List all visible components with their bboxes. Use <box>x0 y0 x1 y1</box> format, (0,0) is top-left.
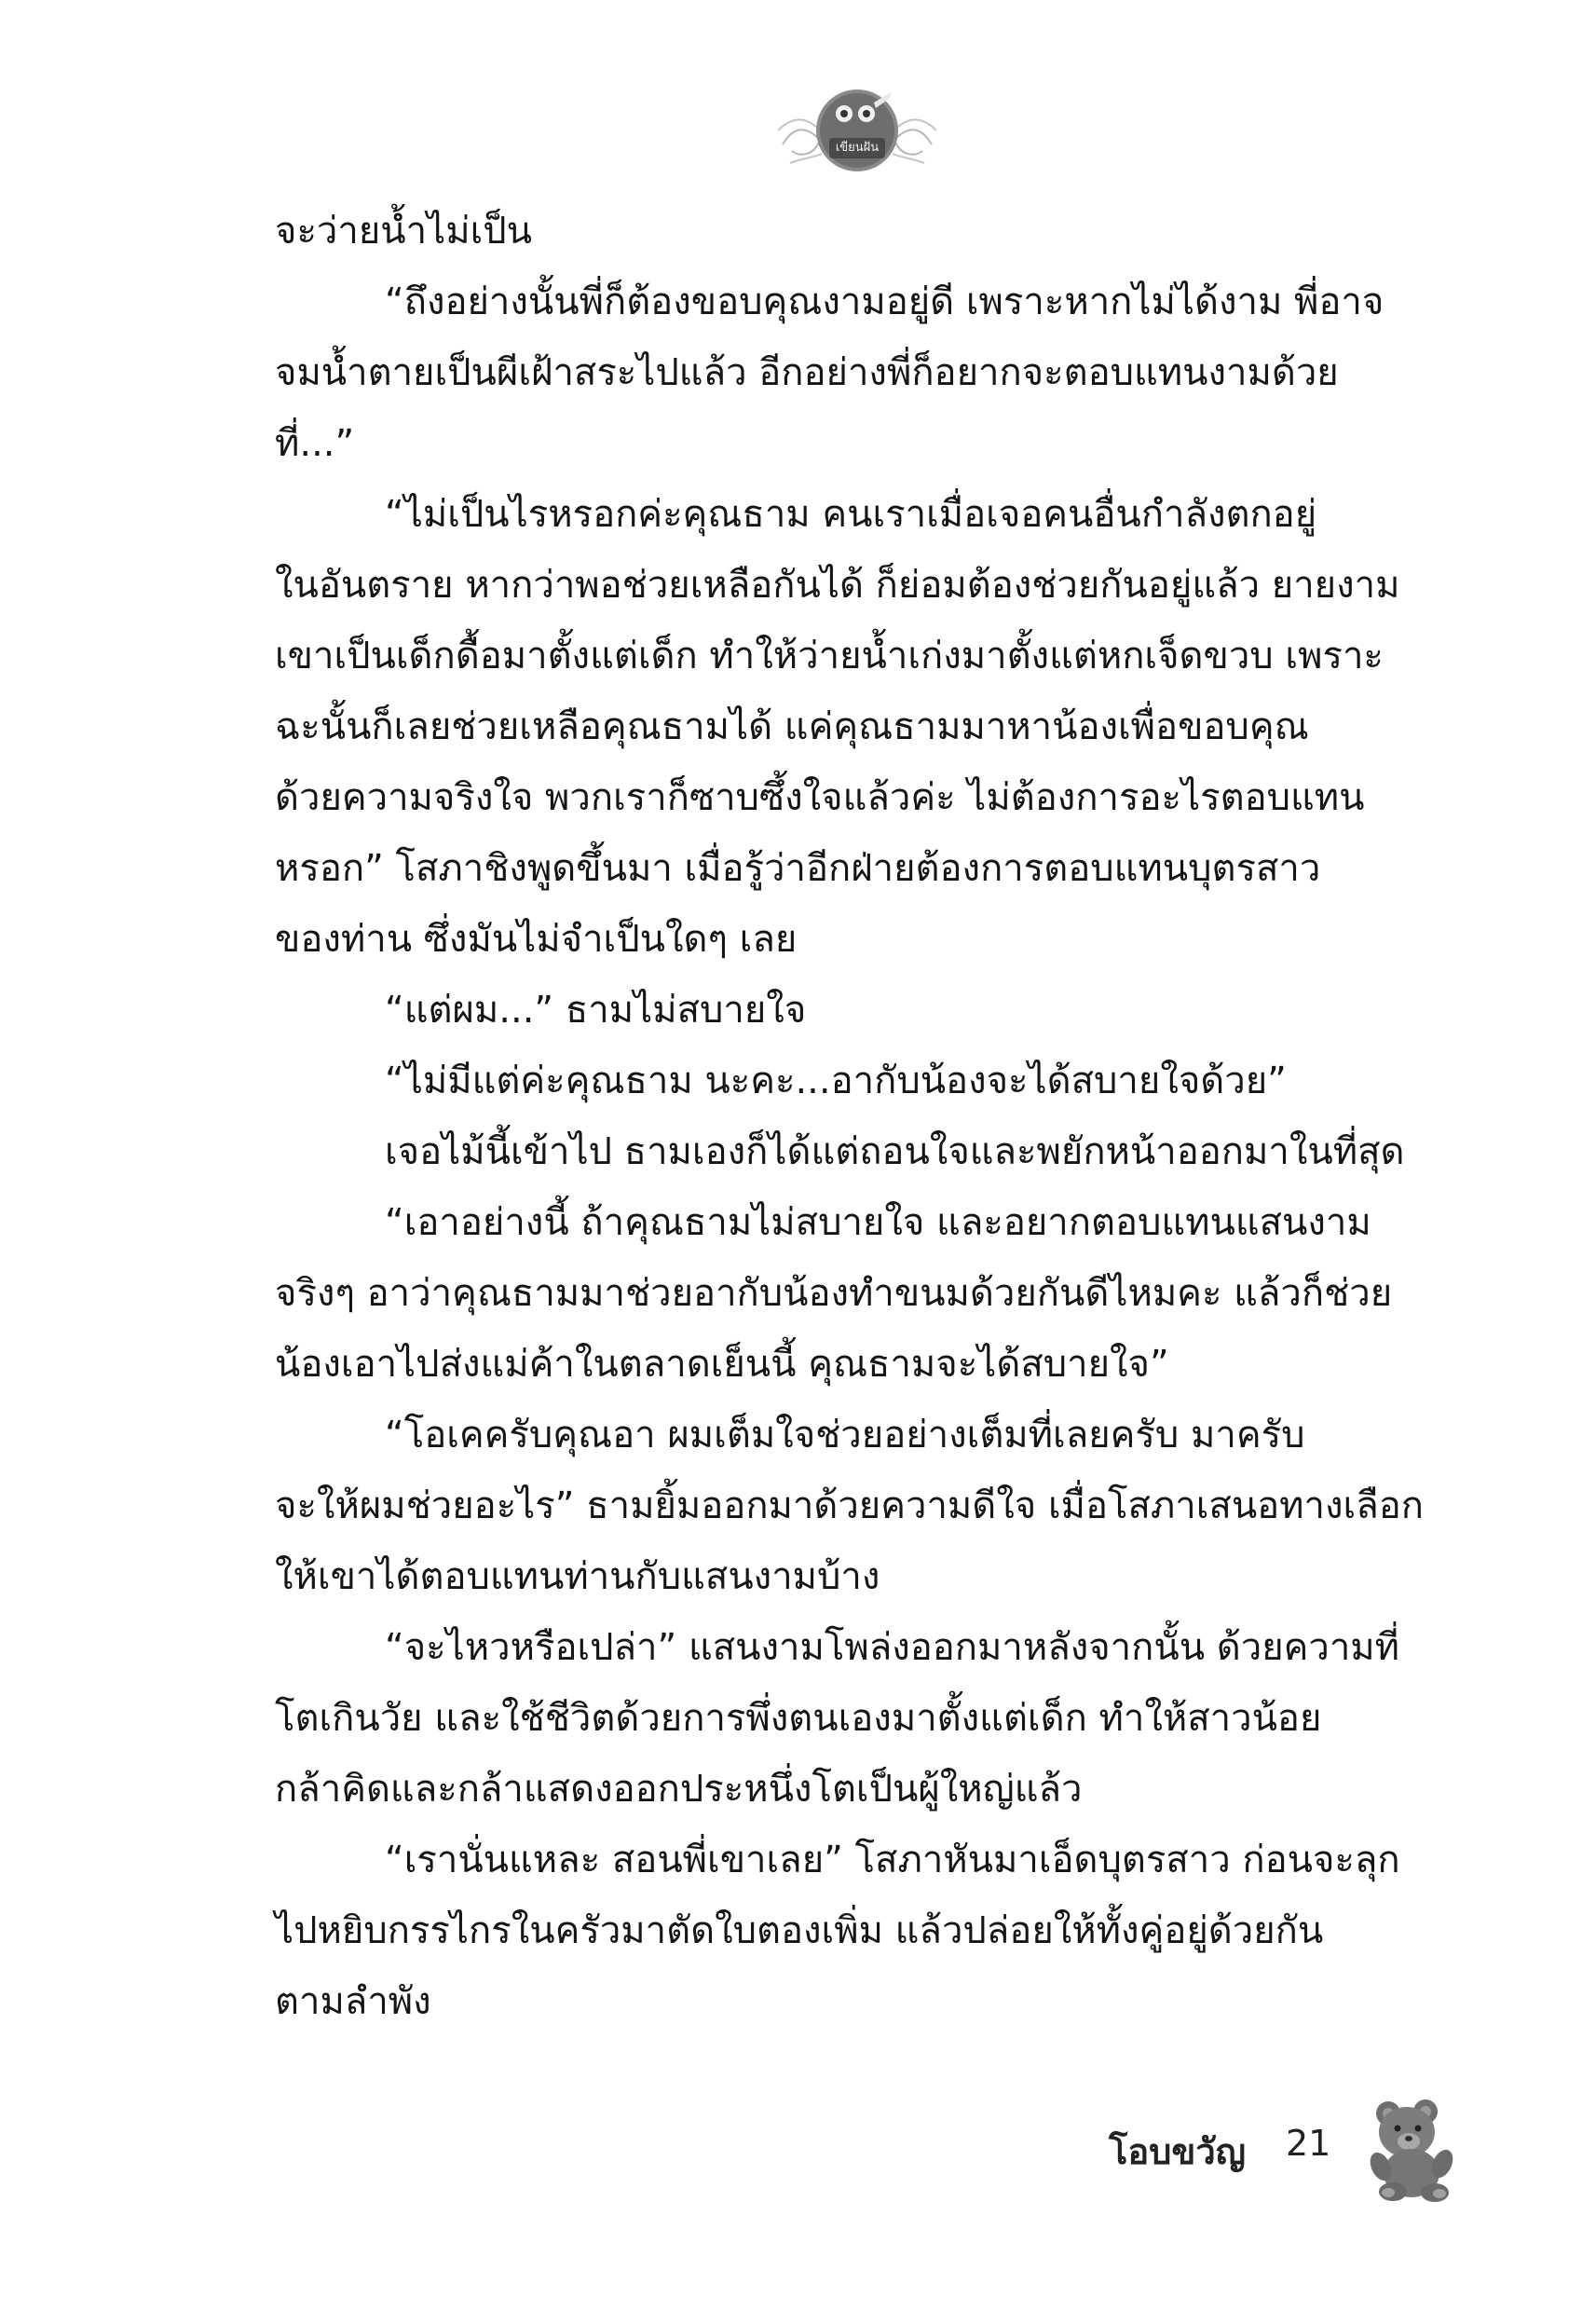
text-line: “ไม่เป็นไรหรอกค่ะคุณธาม คนเราเมื่อเจอคนอื่นกำลังตกอยู่ <box>385 493 1317 536</box>
text-line: น้องเอาไปส่งแม่ค้าในตลาดเย็นนี้ คุณธามจะได้สบายใจ” <box>275 1343 1169 1386</box>
text-line: จะให้ผมช่วยอะไร” ธามยิ้มออกมาด้วยความดีใจ เมื่อโสภาเสนอทางเลือก <box>275 1484 1424 1527</box>
text-line: “จะไหวหรือเปล่า” แสนงามโพล่งออกมาหลังจากนั้น ด้วยความที่ <box>385 1626 1400 1669</box>
text-line: “ไม่มีแต่ค่ะคุณธาม นะคะ...อากับน้องจะได้สบายใจด้วย” <box>385 1060 1287 1102</box>
text-line: ไปหยิบกรรไกรในครัวมาตัดใบตองเพิ่ม แล้วปล่อยให้ทั้งคู่อยู่ด้วยกัน <box>275 1909 1324 1952</box>
text-line: ที่...” <box>275 422 355 465</box>
text-line: ตามลำพัง <box>275 1980 431 2023</box>
text-line: ในอันตราย หากว่าพอช่วยเหลือกันได้ ก็ย่อมต้องช่วยกันอยู่แล้ว ยายงาม <box>275 564 1400 607</box>
text-line: ฉะนั้นก็เลยช่วยเหลือคุณธามได้ แค่คุณธามมาหาน้องเพื่อขอบคุณ <box>275 705 1309 748</box>
text-line: ด้วยความจริงใจ พวกเราก็ซาบซึ้งใจแล้วค่ะ ไม่ต้องการอะไรตอบแทน <box>275 776 1365 819</box>
logo-text: เขียนฝัน <box>835 141 880 155</box>
text-line: จมน้ำตายเป็นผีเฝ้าสระไปแล้ว อีกอย่างพี่ก็อยากจะตอบแทนงามด้วย <box>275 351 1339 394</box>
text-line: เจอไม้นี้เข้าไป ธามเองก็ได้แต่ถอนใจและพยักหน้าออกมาในที่สุด <box>385 1130 1405 1173</box>
text-line: “เอาอย่างนี้ ถ้าคุณธามไม่สบายใจ และอยากตอบแทนแสนงาม <box>385 1201 1371 1244</box>
text-line: “โอเคครับคุณอา ผมเต็มใจช่วยอย่างเต็มที่เลยครับ มาครับ <box>385 1414 1305 1456</box>
text-line: จะว่ายน้ำไม่เป็น <box>275 210 532 253</box>
text-line: กล้าคิดและกล้าแสดงออกประหนึ่งโตเป็นผู้ใหญ่แล้ว <box>275 1768 1083 1811</box>
text-line: ของท่าน ซึ่งมันไม่จำเป็นใดๆ เลย <box>275 918 798 961</box>
page-footer <box>1109 2097 1463 2208</box>
text-line: “แต่ผม...” ธามไม่สบายใจ <box>385 989 807 1032</box>
text-line: โตเกินวัย และใช้ชีวิตด้วยการพึ่งตนเองมาตั้งแต่เด็ก ทำให้สาวน้อย <box>275 1697 1322 1740</box>
header-logo <box>773 65 941 186</box>
book-title: โอบขวัญ <box>1109 2131 1247 2172</box>
text-line: “เรานั่นแหละ สอนพี่เขาเลย” โสภาหันมาเอ็ดบุตรสาว ก่อนจะลุก <box>385 1839 1400 1881</box>
body-text <box>275 196 1439 2078</box>
ornament-logo-icon <box>773 65 941 186</box>
text-line: “ถึงอย่างนั้นพี่ก็ต้องขอบคุณงามอยู่ดี เพราะหากไม่ได้งาม พี่อาจ <box>385 280 1385 323</box>
text-line: เขาเป็นเด็กดื้อมาตั้งแต่เด็ก ทำให้ว่ายน้ำเก่งมาตั้งแต่หกเจ็ดขวบ เพราะ <box>275 635 1384 677</box>
teddy-bear-icon <box>1360 2097 1458 2204</box>
text-line: ให้เขาได้ตอบแทนท่านกับแสนงามบ้าง <box>275 1555 880 1598</box>
page-number: 21 <box>1286 2123 1331 2164</box>
text-line: หรอก” โสภาชิงพูดขึ้นมา เมื่อรู้ว่าอีกฝ่ายต้องการตอบแทนบุตรสาว <box>275 847 1321 890</box>
text-line: จริงๆ อาว่าคุณธามมาช่วยอากับน้องทำขนมด้วยกันดีไหมคะ แล้วก็ช่วย <box>275 1272 1393 1315</box>
